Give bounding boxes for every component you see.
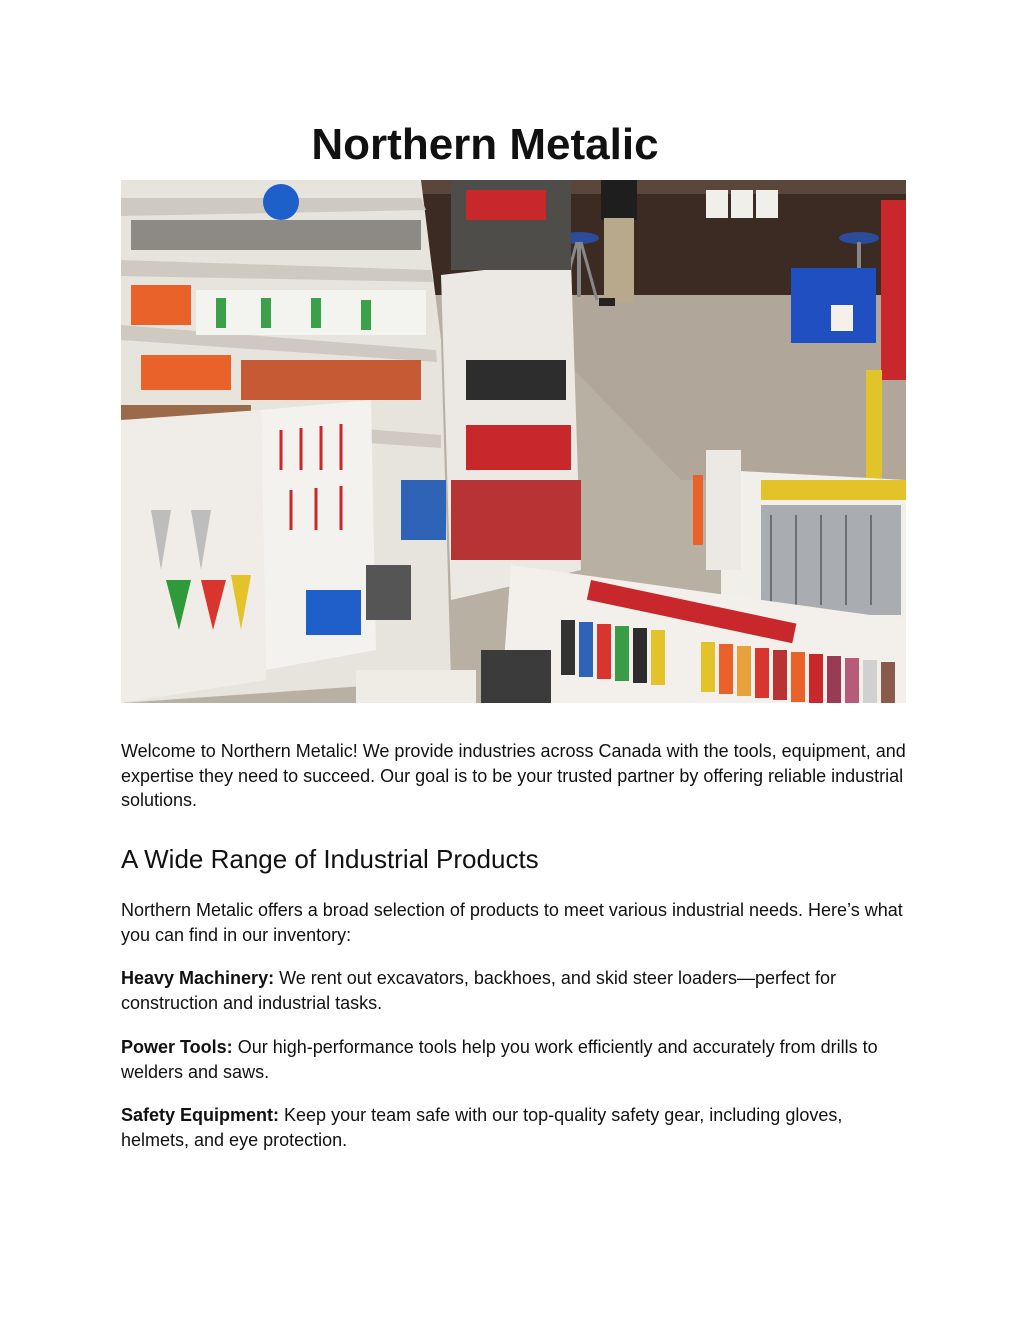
products-intro-paragraph: Northern Metalic offers a broad selection of products to meet various industrial needs. Here’s what you can find in our inventory: (121, 900, 903, 945)
product-item-label: Power Tools: (121, 1037, 233, 1057)
product-item-heavy-machinery (121, 966, 906, 1015)
hero-store-photo (121, 180, 906, 703)
product-item-label: Safety Equipment: (121, 1105, 280, 1125)
product-item-safety-equipment (121, 1103, 906, 1152)
section-heading: A Wide Range of Industrial Products (121, 844, 539, 874)
product-item-power-tools (121, 1035, 906, 1084)
page-title: Northern Metalic (311, 120, 659, 169)
product-item-label: Heavy Machinery: (121, 968, 275, 988)
intro-paragraph: Welcome to Northern Metalic! We provide industries across Canada with the tools, equipment, and expertise they need to succeed. Our goal is to be your trusted partner by offering reliable industrial solutions. (121, 741, 906, 810)
product-item-text: Our high-performance tools help you work efficiently and accurately from drills to welders and saws. (121, 1037, 878, 1082)
product-item-text: Keep your team safe with our top-quality safety gear, including gloves, helmets, and eye protection. (121, 1105, 843, 1150)
product-item-text: We rent out excavators, backhoes, and skid steer loaders—perfect for construction and industrial tasks. (121, 968, 837, 1013)
